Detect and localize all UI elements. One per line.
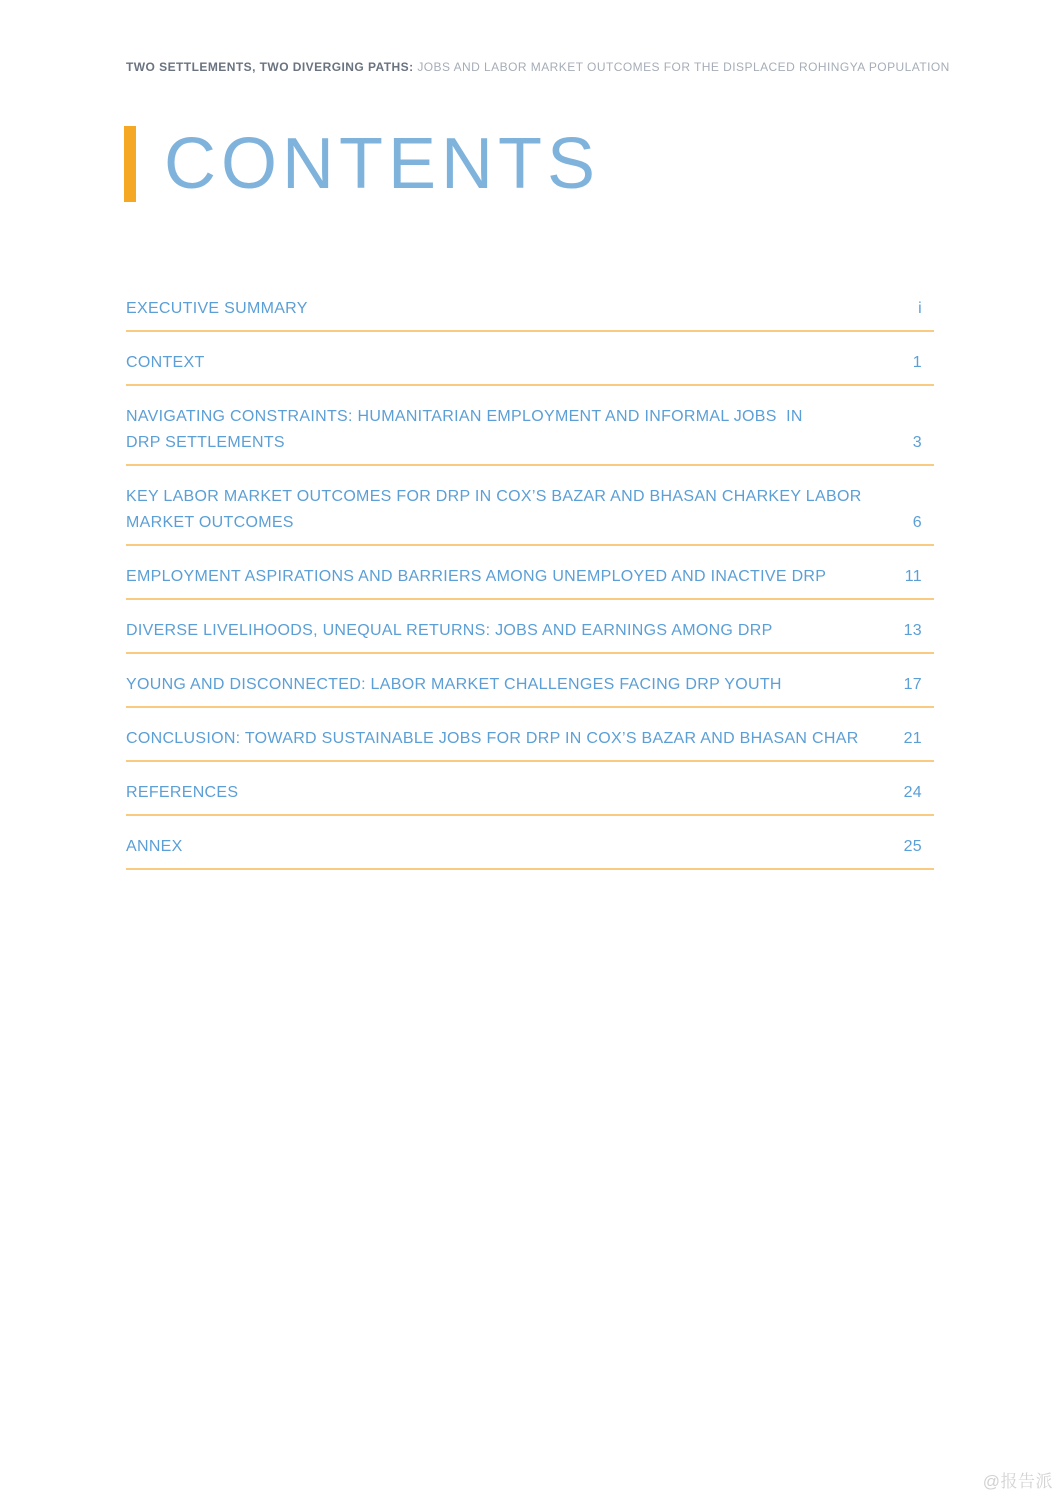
toc-list bbox=[126, 296, 934, 888]
toc-entry-page-number: 21 bbox=[903, 730, 922, 747]
toc-entry-page-number: 24 bbox=[903, 784, 922, 801]
page-title: CONTENTS bbox=[164, 124, 600, 204]
contents-title-block bbox=[124, 126, 600, 202]
toc-entry[interactable] bbox=[126, 296, 934, 332]
toc-entry-page-number: 17 bbox=[903, 676, 922, 693]
toc-entry-label: EMPLOYMENT ASPIRATIONS AND BARRIERS AMONG UNEMPLOYED AND INACTIVE DRP bbox=[126, 568, 827, 585]
toc-entry-label: ANNEX bbox=[126, 838, 183, 855]
toc-entry[interactable] bbox=[126, 726, 934, 762]
toc-entry[interactable] bbox=[126, 350, 934, 386]
running-header bbox=[126, 60, 950, 75]
accent-bar bbox=[124, 126, 136, 202]
toc-entry-label: KEY LABOR MARKET OUTCOMES FOR DRP IN COX’S BAZAR AND BHASAN CHARKEY LABOR MARKET OUTCOMES bbox=[126, 488, 862, 531]
toc-entry-label: REFERENCES bbox=[126, 784, 239, 801]
running-header-subtitle: JOBS AND LABOR MARKET OUTCOMES FOR THE DISPLACED ROHINGYA POPULATION bbox=[417, 60, 950, 74]
toc-entry-page-number: 11 bbox=[904, 568, 922, 585]
watermark: @报告派 bbox=[982, 1472, 1053, 1491]
toc-entry-label: CONTEXT bbox=[126, 354, 205, 371]
toc-entry[interactable] bbox=[126, 618, 934, 654]
toc-entry-page-number: 13 bbox=[903, 622, 922, 639]
toc-entry-page-number: 3 bbox=[912, 434, 922, 451]
toc-entry[interactable] bbox=[126, 484, 934, 546]
toc-entry-label: YOUNG AND DISCONNECTED: LABOR MARKET CHALLENGES FACING DRP YOUTH bbox=[126, 676, 782, 693]
toc-entry-page-number: 25 bbox=[903, 838, 922, 855]
toc-entry-label: EXECUTIVE SUMMARY bbox=[126, 300, 308, 317]
toc-entry[interactable] bbox=[126, 404, 934, 466]
toc-entry[interactable] bbox=[126, 834, 934, 870]
toc-entry-page-number: i bbox=[918, 300, 922, 317]
toc-entry[interactable] bbox=[126, 672, 934, 708]
running-header-title: TWO SETTLEMENTS, TWO DIVERGING PATHS: bbox=[126, 60, 414, 74]
toc-entry[interactable] bbox=[126, 564, 934, 600]
toc-entry-label: CONCLUSION: TOWARD SUSTAINABLE JOBS FOR DRP IN COX’S BAZAR AND BHASAN CHAR bbox=[126, 730, 859, 747]
toc-entry-label: NAVIGATING CONSTRAINTS: HUMANITARIAN EMPLOYMENT AND INFORMAL JOBS IN DRP SETTLEMENTS bbox=[126, 408, 803, 451]
toc-entry-page-number: 6 bbox=[912, 514, 922, 531]
toc-entry-page-number: 1 bbox=[912, 354, 922, 371]
toc-entry[interactable] bbox=[126, 780, 934, 816]
toc-entry-label: DIVERSE LIVELIHOODS, UNEQUAL RETURNS: JOBS AND EARNINGS AMONG DRP bbox=[126, 622, 773, 639]
